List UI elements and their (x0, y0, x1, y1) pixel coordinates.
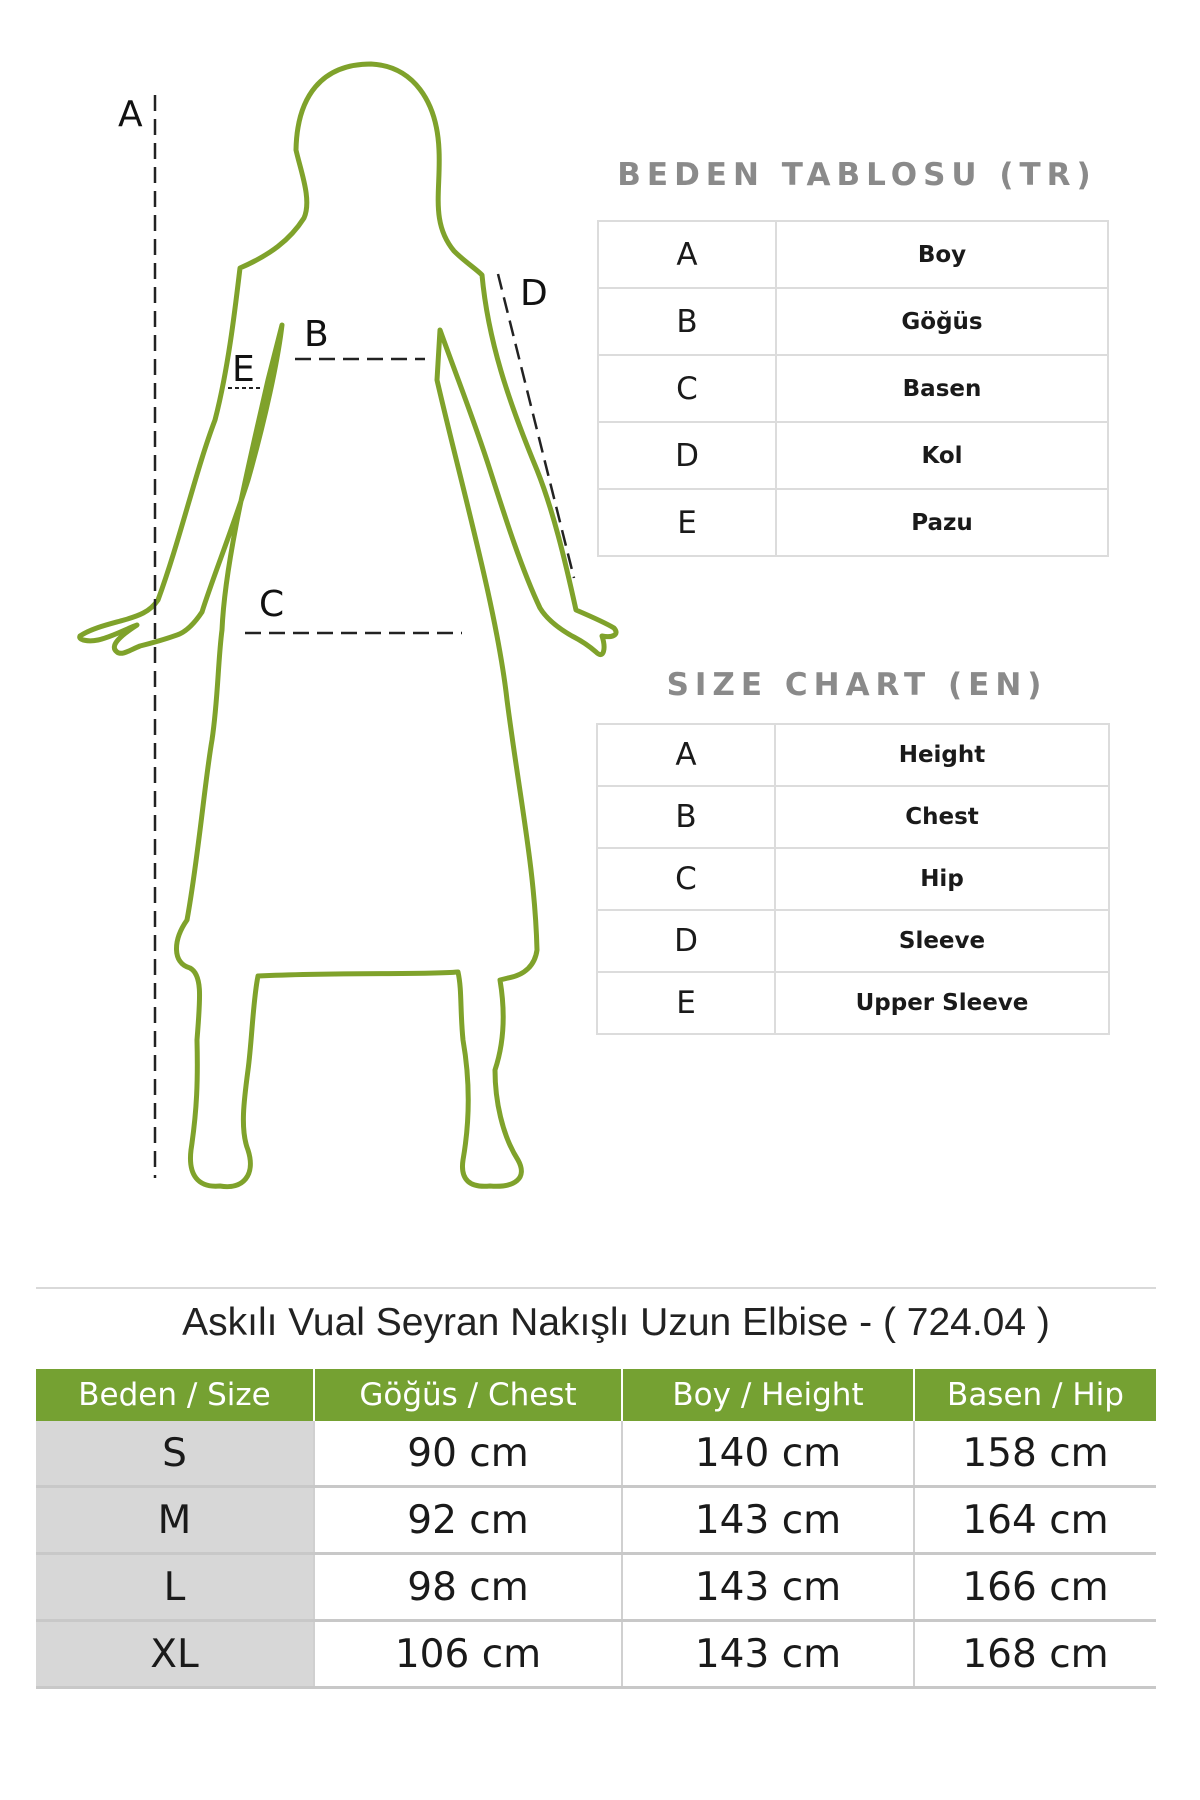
legend-key: A (597, 724, 775, 786)
hip-cell: 166 cm (914, 1554, 1156, 1621)
legend-key: C (598, 355, 776, 422)
legend-key: A (598, 221, 776, 288)
legend-key: B (597, 786, 775, 848)
legend-value: Pazu (776, 489, 1108, 556)
size-cell: S (36, 1421, 314, 1487)
table-row (36, 1421, 1156, 1487)
size-cell: XL (36, 1621, 314, 1688)
legend-row (597, 910, 1109, 972)
chest-cell: 106 cm (314, 1621, 622, 1688)
size-cell: L (36, 1554, 314, 1621)
legend-key: D (597, 910, 775, 972)
header-chest: Göğüs / Chest (314, 1369, 622, 1421)
legend-row (597, 724, 1109, 786)
legend-row (598, 489, 1108, 556)
label-d: D (520, 273, 548, 314)
size-cell: M (36, 1487, 314, 1554)
legend-value: Basen (776, 355, 1108, 422)
legend-key: D (598, 422, 776, 489)
legend-row (597, 786, 1109, 848)
chest-cell: 90 cm (314, 1421, 622, 1487)
chest-cell: 98 cm (314, 1554, 622, 1621)
label-b: B (304, 314, 329, 355)
legend-row (598, 288, 1108, 355)
height-cell: 143 cm (622, 1487, 914, 1554)
label-e: E (232, 349, 255, 390)
legend-title-tr: BEDEN TABLOSU (TR) (617, 157, 1097, 193)
legend-value: Sleeve (775, 910, 1109, 972)
hip-cell: 164 cm (914, 1487, 1156, 1554)
label-a: A (118, 94, 143, 135)
legend-key: E (598, 489, 776, 556)
height-cell: 140 cm (622, 1421, 914, 1487)
header-size: Beden / Size (36, 1369, 314, 1421)
body-figure-diagram (0, 0, 640, 1220)
size-table (36, 1369, 1156, 1689)
legend-key: E (597, 972, 775, 1034)
hip-cell: 168 cm (914, 1621, 1156, 1688)
legend-value: Chest (775, 786, 1109, 848)
legend-table-tr (597, 220, 1109, 557)
legend-value: Upper Sleeve (775, 972, 1109, 1034)
silhouette-outline (80, 64, 616, 1187)
hip-cell: 158 cm (914, 1421, 1156, 1487)
header-height: Boy / Height (622, 1369, 914, 1421)
table-row (36, 1621, 1156, 1688)
product-title: Askılı Vual Seyran Nakışlı Uzun Elbise - ( 724.04 ) (182, 1301, 1050, 1344)
size-table-header (36, 1369, 1156, 1421)
legend-table-en (596, 723, 1110, 1035)
legend-row (597, 848, 1109, 910)
legend-value: Göğüs (776, 288, 1108, 355)
header-hip: Basen / Hip (914, 1369, 1156, 1421)
legend-value: Boy (776, 221, 1108, 288)
height-cell: 143 cm (622, 1554, 914, 1621)
legend-row (597, 972, 1109, 1034)
legend-value: Hip (775, 848, 1109, 910)
chest-cell: 92 cm (314, 1487, 622, 1554)
label-c: C (259, 584, 285, 625)
height-cell: 143 cm (622, 1621, 914, 1688)
legend-row (598, 355, 1108, 422)
legend-key: C (597, 848, 775, 910)
table-row (36, 1487, 1156, 1554)
legend-key: B (598, 288, 776, 355)
table-row (36, 1554, 1156, 1621)
legend-value: Height (775, 724, 1109, 786)
divider (36, 1287, 1156, 1289)
legend-row (598, 221, 1108, 288)
legend-value: Kol (776, 422, 1108, 489)
legend-row (598, 422, 1108, 489)
legend-title-en: SIZE CHART (EN) (666, 667, 1048, 703)
